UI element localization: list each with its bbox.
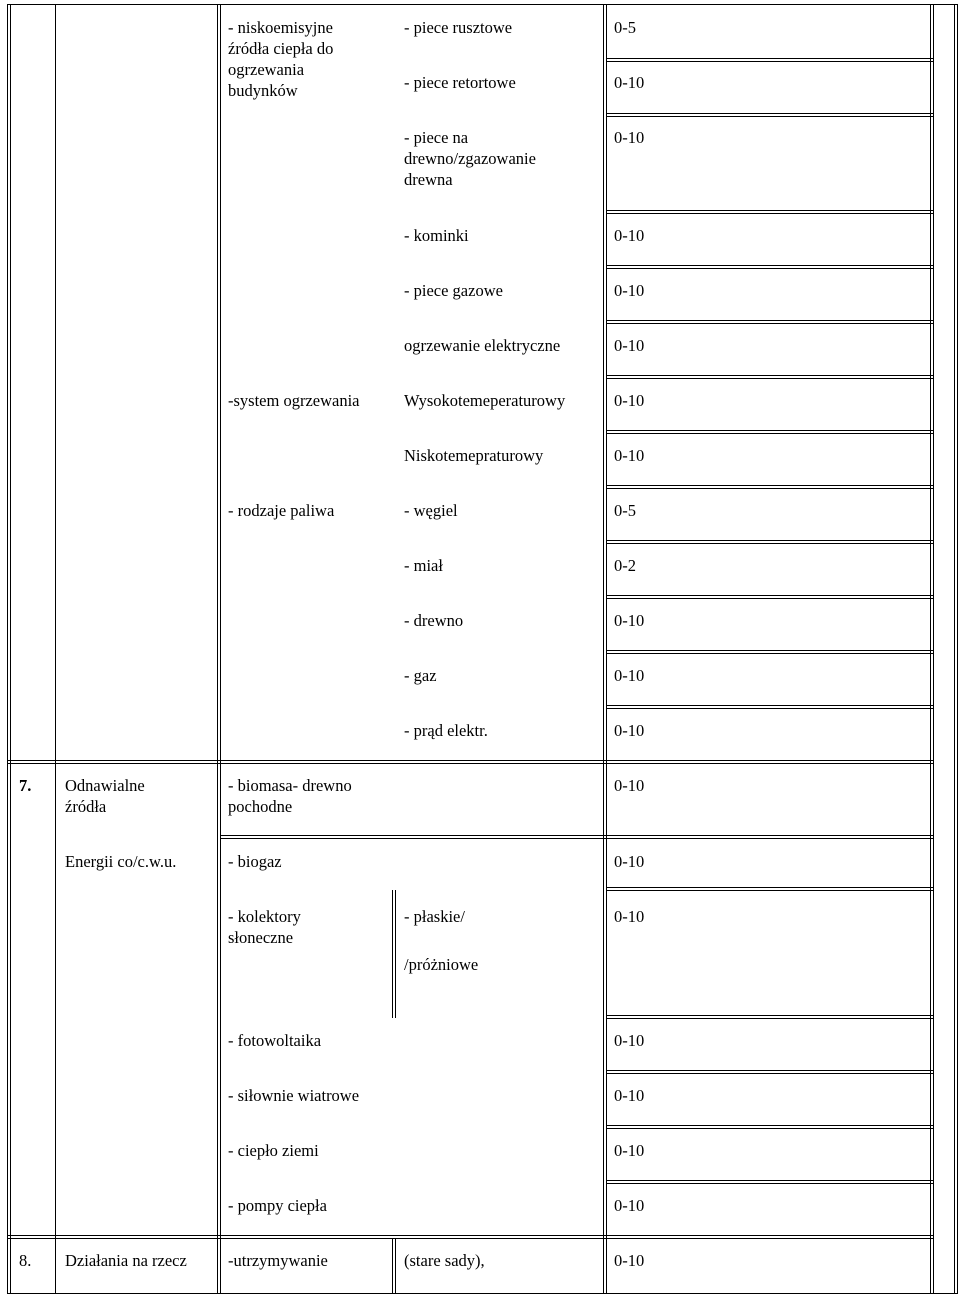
grid-line [395,1238,396,1294]
score-range: 0-10 [614,721,645,740]
grid-line [606,61,934,62]
grid-line [606,433,934,434]
item-label: -utrzymywanie [228,1251,328,1270]
item-label: - kominki [404,226,469,245]
grid-line [7,763,934,764]
score-range: 0-10 [614,281,645,300]
grid-line [220,838,934,839]
item-label: Niskotemepraturowy [404,446,544,465]
item-label: - fotowoltaika [228,1031,322,1050]
grid-line [606,1125,934,1126]
score-range: 0-10 [614,776,645,795]
item-label: Wysokotemeperaturowy [404,391,566,410]
item-label: drewna [404,170,453,189]
score-range: 0-10 [614,391,645,410]
grid-line [606,705,934,706]
grid-line [606,595,934,596]
sub-item-label: /próżniowe [404,955,479,974]
item-label: - gaz [404,666,437,685]
grid-line [606,543,934,544]
section-number: 7. [19,776,32,795]
grid-line [7,4,8,1294]
score-range: 0-10 [614,1031,645,1050]
score-range: 0-10 [614,852,645,871]
score-range: 0-5 [614,501,636,520]
section-title-line: Energii co/c.w.u. [65,852,177,871]
score-range: 0-2 [614,556,636,575]
grid-line [606,213,934,214]
grid-line [930,4,931,1294]
grid-line [392,1238,393,1294]
grid-line [606,708,934,709]
grid-line [606,113,934,114]
item-label: ogrzewanie elektryczne [404,336,561,355]
grid-line [606,430,934,431]
grid-line [392,890,393,1018]
section-title: Działania na rzecz [65,1251,187,1270]
grid-line [606,378,934,379]
item-label: - biomasa- drewno [228,776,352,795]
score-range: 0-10 [614,128,645,147]
item-label: - piece retortowe [404,73,516,92]
grid-line [957,4,958,1294]
category-line: - niskoemisyjne [228,18,333,37]
section-title-line: Odnawialne [65,776,145,795]
grid-line [933,4,934,1294]
grid-line [606,488,934,489]
item-label: - piece rusztowe [404,18,513,37]
grid-line [606,1180,934,1181]
item-label: - węgiel [404,501,458,520]
grid-line [606,598,934,599]
grid-line [606,1128,934,1129]
score-range: 0-10 [614,73,645,92]
score-range: 0-10 [614,1086,645,1105]
item-label: - miał [404,556,443,575]
grid-line [7,1238,934,1239]
item-label: - drewno [404,611,464,630]
category-line: ogrzewania [228,60,305,79]
grid-line [606,653,934,654]
group-label: - rodzaje paliwa [228,501,335,520]
grid-line [606,485,934,486]
grid-line [7,1293,958,1294]
grid-line [606,650,934,651]
item-label: drewno/zgazowanie [404,149,536,168]
grid-line [606,1015,934,1016]
grid-line [606,323,934,324]
grid-line [603,4,604,1294]
score-range: 0-10 [614,336,645,355]
item-label: słoneczne [228,928,294,947]
score-range: 0-10 [614,907,645,926]
grid-line [55,4,56,1294]
grid-line [606,58,934,59]
grid-line [606,887,934,888]
grid-line [7,760,934,761]
grid-line [954,4,955,1294]
grid-line [217,4,218,1294]
grid-line [606,1183,934,1184]
score-range: 0-10 [614,446,645,465]
item-label: - siłownie wiatrowe [228,1086,360,1105]
grid-line [606,4,607,1294]
group-label: -system ogrzewania [228,391,360,410]
grid-line [220,4,221,1294]
section-number: 8. [19,1251,32,1270]
grid-line [606,890,934,891]
grid-line [606,1070,934,1071]
score-range: 0-10 [614,611,645,630]
grid-line [606,1018,934,1019]
score-range: 0-10 [614,226,645,245]
item-label: - prąd elektr. [404,721,488,740]
section-title-line: źródła [65,797,107,816]
grid-line [606,265,934,266]
item-label: - pompy ciepła [228,1196,327,1215]
sub-item-label: (stare sady), [404,1251,485,1270]
item-label: - ciepło ziemi [228,1141,319,1160]
grid-line [606,116,934,117]
grid-line [606,268,934,269]
item-label: - kolektory [228,907,301,926]
sub-item-label: - płaskie/ [404,907,465,926]
category-line: budynków [228,81,298,100]
item-label: pochodne [228,797,293,816]
category-line: źródła ciepła do [228,39,334,58]
score-range: 0-10 [614,1141,645,1160]
grid-line [395,890,396,1018]
grid-line [606,540,934,541]
score-range: 0-10 [614,1196,645,1215]
score-range: 0-10 [614,666,645,685]
grid-line [606,1073,934,1074]
item-label: - biogaz [228,852,282,871]
item-label: - piece na [404,128,469,147]
grid-line [606,320,934,321]
grid-line [220,835,934,836]
score-range: 0-5 [614,18,636,37]
grid-line [606,375,934,376]
item-label: - piece gazowe [404,281,503,300]
grid-line [10,4,11,1294]
grid-line [606,210,934,211]
grid-line [7,1235,934,1236]
score-range: 0-10 [614,1251,645,1270]
grid-line [7,4,958,5]
